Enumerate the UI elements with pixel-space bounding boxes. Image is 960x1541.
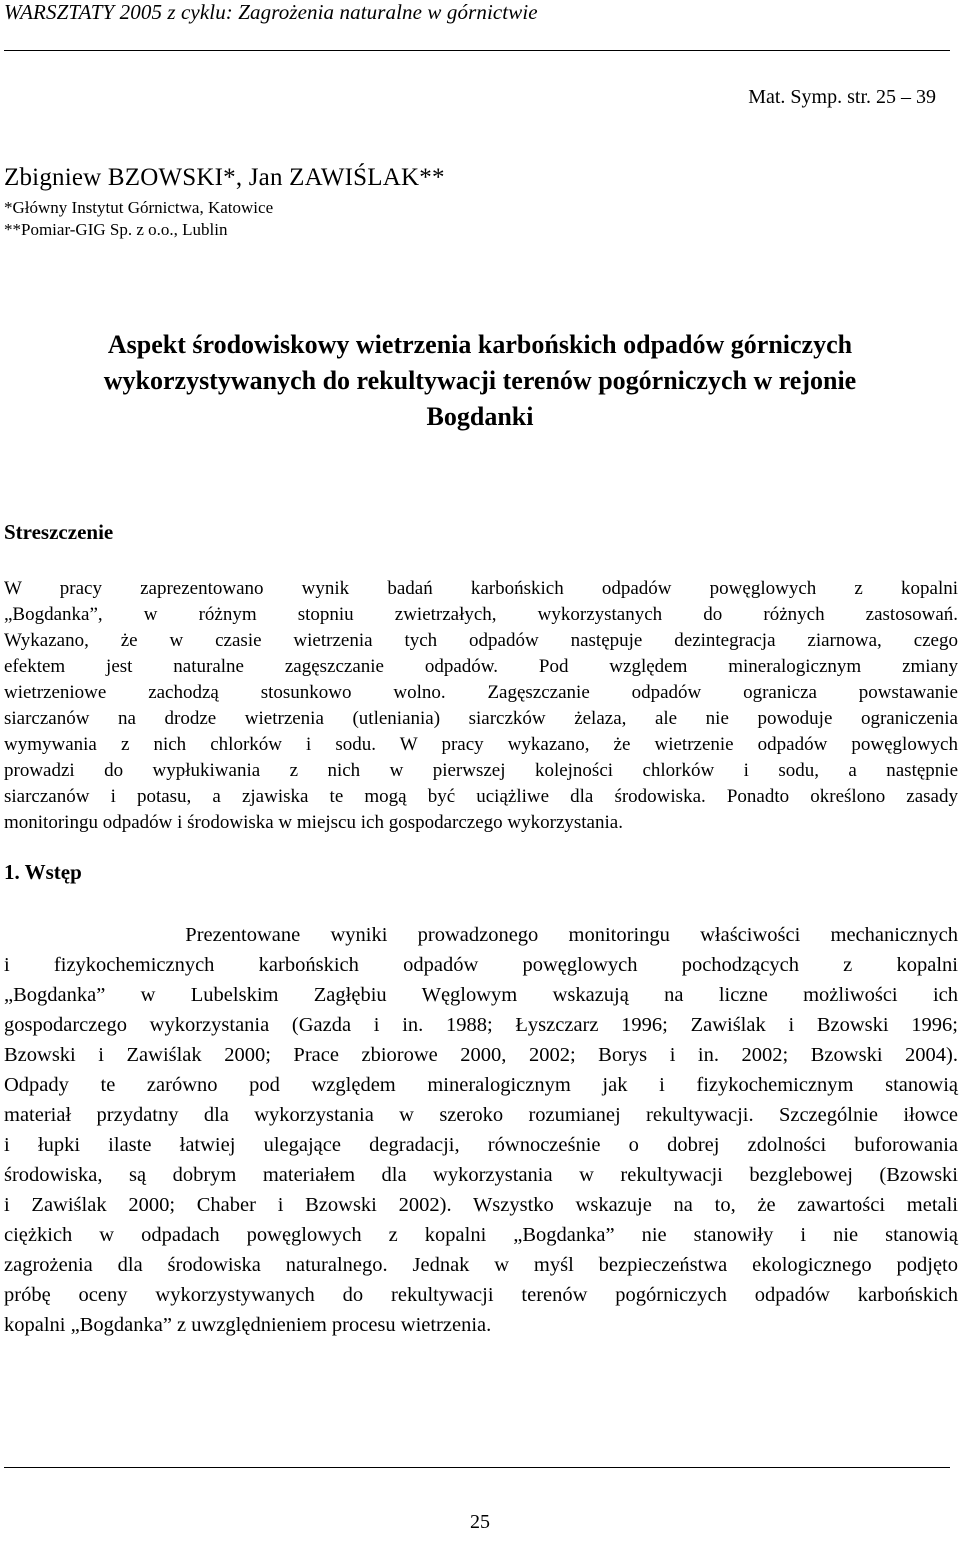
- abstract-line: wietrzeniowe zachodzą stosunkowo wolno. Zagęszczanie odpadów ogranicza powstawanie: [4, 682, 958, 703]
- affiliation: *Główny Instytut Górnictwa, Katowice: [4, 198, 274, 217]
- body-line: środowiska, są dobrym materiałem dla wykorzystania w rekultywacji bezglebowej (Bzowski: [4, 1164, 958, 1186]
- abstract-line: wymywania z nich chlorków i sodu. W pracy wykazano, że wietrzenie odpadów powęglowych: [4, 734, 958, 755]
- abstract-line: „Bogdanka”, w różnym stopniu zwietrzałych, wykorzystanych do różnych zastosowań.: [4, 604, 958, 625]
- title-line: Aspekt środowiskowy wietrzenia karbońskich odpadów górniczych: [107, 330, 853, 359]
- paper-title: [20, 327, 940, 435]
- abstract-line: siarczanów na drodze wietrzenia (utleniania) siarczków żelaza, ale nie powoduje ograniczenia: [4, 708, 958, 729]
- abstract-line: prowadzi do wypłukiwania z nich w pierwszej kolejności chlorków i sodu, a następnie: [4, 760, 958, 781]
- abstract-line: efektem jest naturalne zagęszczanie odpadów. Pod względem mineralogicznym zmiany: [4, 656, 958, 677]
- body-line: gospodarczego wykorzystania (Gazda i in. 1988; Łyszczarz 1996; Zawiślak i Bzowski 1996;: [4, 1014, 958, 1036]
- abstract-line: Wykazano, że w czasie wietrzenia tych odpadów następuje dezintegracja ziarnowa, czego: [4, 630, 958, 651]
- body-line: Odpady te zarówno pod względem mineralogicznym jak i fizykochemicznym stanowią: [4, 1074, 958, 1096]
- running-header: WARSZTATY 2005 z cyklu: Zagrożenia naturalne w górnictwie: [4, 0, 538, 24]
- body-line: Bzowski i Zawiślak 2000; Prace zbiorowe 2000, 2002; Borys i in. 2002; Bzowski 2004).: [4, 1044, 958, 1066]
- body-line: i fizykochemicznych karbońskich odpadów powęglowych pochodzących z kopalni: [4, 954, 958, 976]
- abstract-text: [4, 576, 958, 836]
- abstract-line: W pracy zaprezentowano wynik badań karbońskich odpadów powęglowych z kopalni: [4, 578, 958, 599]
- abstract-line: siarczanów i potasu, a zjawiska te mogą być uciążliwe dla środowiska. Ponadto określono zasady: [4, 786, 958, 807]
- body-line: Prezentowane wyniki prowadzonego monitoringu właściwości mechanicznych: [4, 924, 958, 946]
- abstract-line: monitoringu odpadów i środowiska w miejscu ich gospodarczego wykorzystania.: [4, 812, 623, 833]
- body-line: zagrożenia dla środowiska naturalnego. Jednak w myśl bezpieczeństwa ekologicznego podjęto: [4, 1254, 958, 1276]
- body-line: kopalni „Bogdanka” z uwzględnieniem procesu wietrzenia.: [4, 1314, 492, 1336]
- body-line: i łupki ilaste łatwiej ulegające degradacji, równocześnie o dobrej zdolności buforowania: [4, 1134, 958, 1156]
- body-line: materiał przydatny dla wykorzystania w szeroko rozumianej rekultywacji. Szczególnie iłowce: [4, 1104, 958, 1126]
- header-rule: [4, 50, 950, 51]
- body-line: „Bogdanka” w Lubelskim Zagłębiu Węglowym wskazują na liczne możliwości ich: [4, 984, 958, 1006]
- section-body: [4, 920, 958, 1340]
- affiliation: **Pomiar-GIG Sp. z o.o., Lublin: [4, 220, 228, 239]
- body-line: ciężkich w odpadach powęglowych z kopalni „Bogdanka” nie stanowiły i nie stanowią: [4, 1224, 958, 1246]
- title-line: wykorzystywanych do rekultywacji terenów pogórniczych w rejonie: [103, 366, 857, 395]
- page-number: 25: [470, 1511, 490, 1533]
- authors: Zbigniew BZOWSKI*, Jan ZAWIŚLAK**: [4, 164, 445, 191]
- body-line: próbę oceny wykorzystywanych do rekultywacji terenów pogórniczych odpadów karbońskich: [4, 1284, 958, 1306]
- abstract-heading: Streszczenie: [4, 520, 114, 544]
- section-heading: 1. Wstęp: [4, 860, 82, 884]
- page-range-reference: Mat. Symp. str. 25 – 39: [748, 86, 936, 108]
- title-line: Bogdanki: [426, 402, 534, 431]
- footer-rule: [4, 1467, 950, 1468]
- body-line: i Zawiślak 2000; Chaber i Bzowski 2002). Wszystko wskazuje na to, że zawartości metali: [4, 1194, 958, 1216]
